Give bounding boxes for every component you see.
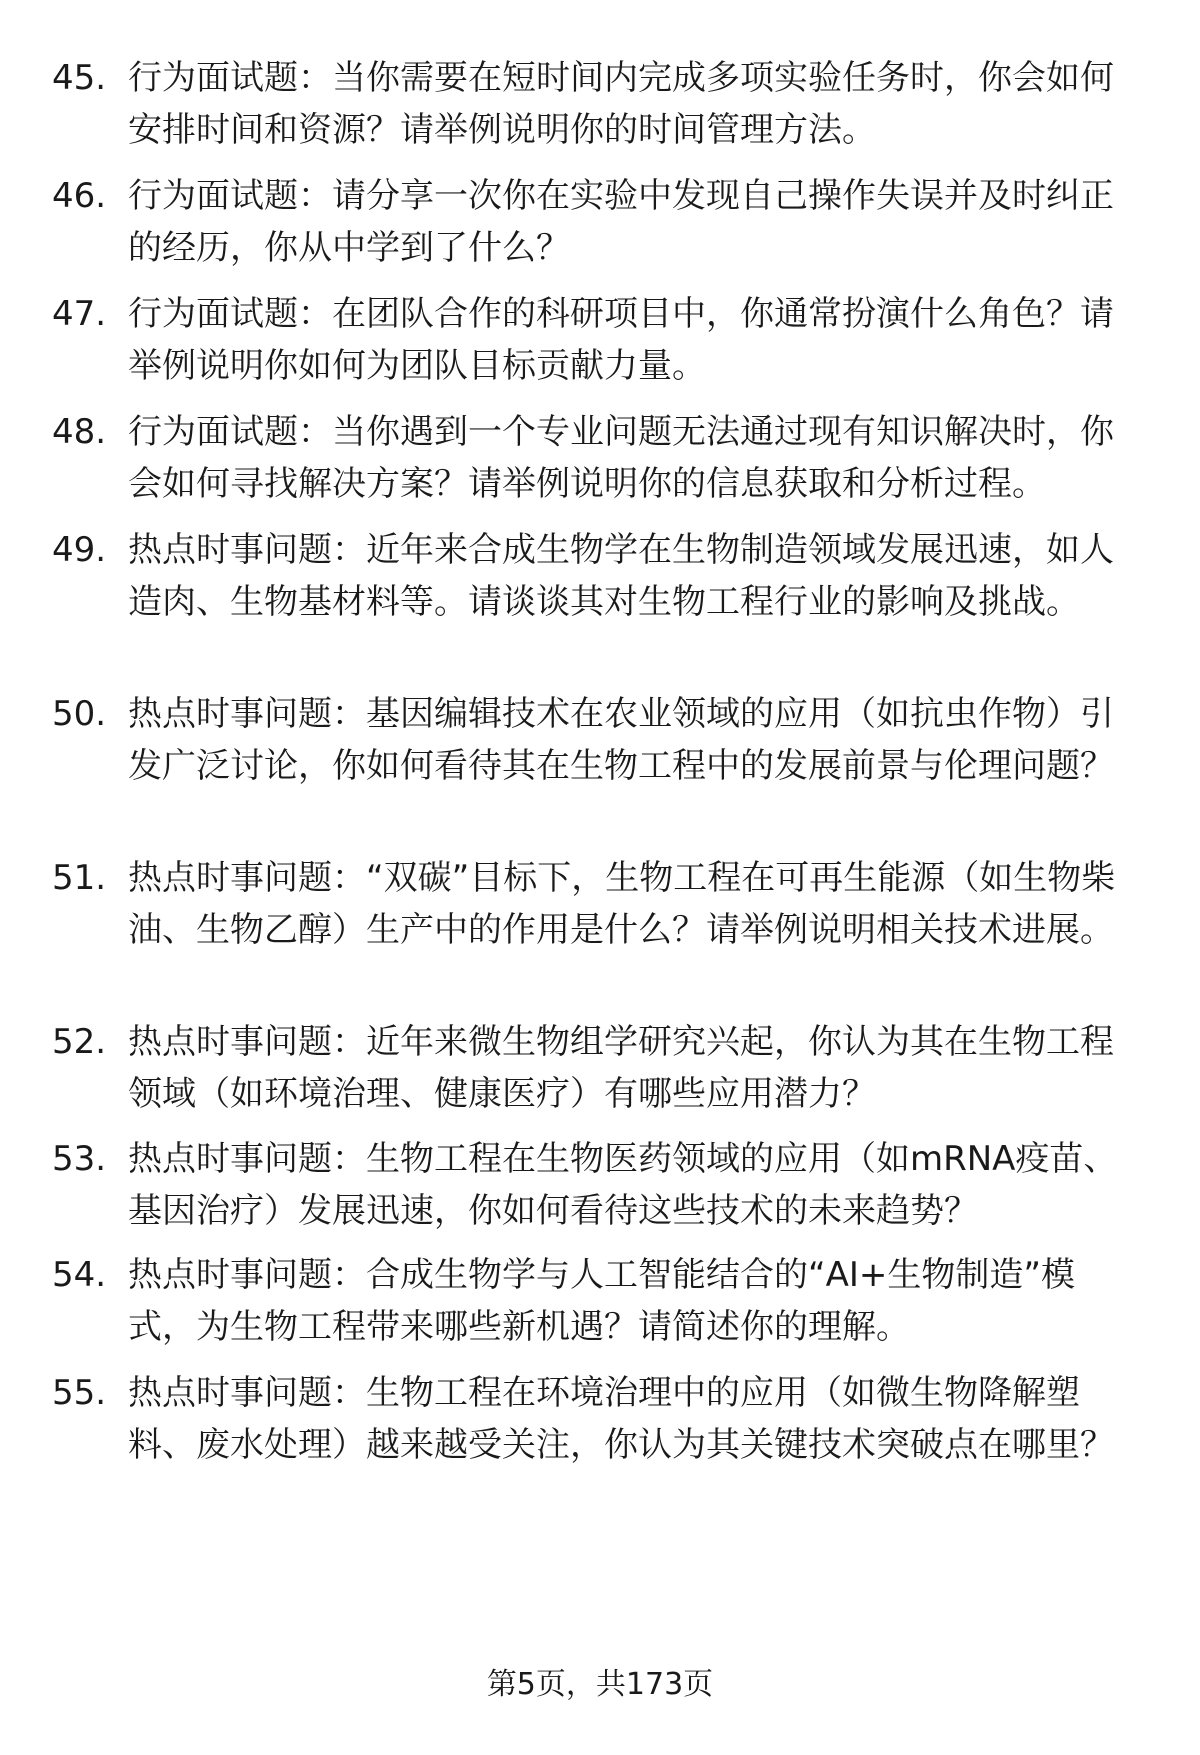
question-number: 51. bbox=[52, 858, 107, 898]
question-number: 50. bbox=[52, 694, 107, 734]
question-text: 热点时事问题：“双碳”目标下，生物工程在可再生能源（如生物柴油、生物乙醇）生产中的作用是什么？请举例说明相关技术进展。 bbox=[128, 858, 1116, 950]
question-text: 热点时事问题：近年来微生物组学研究兴起，你认为其在生物工程领域（如环境治理、健康医疗）有哪些应用潜力？ bbox=[128, 1022, 1114, 1114]
question-number: 53. bbox=[52, 1139, 107, 1179]
question-number: 46. bbox=[52, 176, 107, 216]
question-number: 49. bbox=[52, 530, 107, 570]
question-text: 热点时事问题：生物工程在生物医药领域的应用（如mRNA疫苗、基因治疗）发展迅速，你如何看待这些技术的未来趋势？ bbox=[128, 1139, 1118, 1231]
question-text: 热点时事问题：近年来合成生物学在生物制造领域发展迅速，如人造肉、生物基材料等。请谈谈其对生物工程行业的影响及挑战。 bbox=[128, 530, 1114, 622]
question-number: 45. bbox=[52, 58, 107, 98]
question-number: 55. bbox=[52, 1373, 107, 1413]
question-text: 行为面试题：在团队合作的科研项目中，你通常扮演什么角色？请举例说明你如何为团队目标贡献力量。 bbox=[128, 294, 1114, 386]
question-text: 热点时事问题：基因编辑技术在农业领域的应用（如抗虫作物）引发广泛讨论，你如何看待其在生物工程中的发展前景与伦理问题？ bbox=[128, 694, 1114, 786]
question-text: 热点时事问题：合成生物学与人工智能结合的“AI+生物制造”模式，为生物工程带来哪些新机遇？请简述你的理解。 bbox=[128, 1255, 1076, 1347]
question-number: 48. bbox=[52, 412, 107, 452]
question-text: 行为面试题：当你遇到一个专业问题无法通过现有知识解决时，你会如何寻找解决方案？请举例说明你的信息获取和分析过程。 bbox=[128, 412, 1114, 504]
question-number: 54. bbox=[52, 1255, 107, 1295]
question-text: 行为面试题：请分享一次你在实验中发现自己操作失误并及时纠正的经历，你从中学到了什么？ bbox=[128, 176, 1114, 268]
question-text: 热点时事问题：生物工程在环境治理中的应用（如微生物降解塑料、废水处理）越来越受关注，你认为其关键技术突破点在哪里？ bbox=[128, 1373, 1114, 1465]
question-text: 行为面试题：当你需要在短时间内完成多项实验任务时，你会如何安排时间和资源？请举例说明你的时间管理方法。 bbox=[128, 58, 1114, 150]
question-number: 47. bbox=[52, 294, 107, 334]
page-footer: 第5页，共173页 bbox=[486, 1667, 714, 1702]
question-number: 52. bbox=[52, 1022, 107, 1062]
